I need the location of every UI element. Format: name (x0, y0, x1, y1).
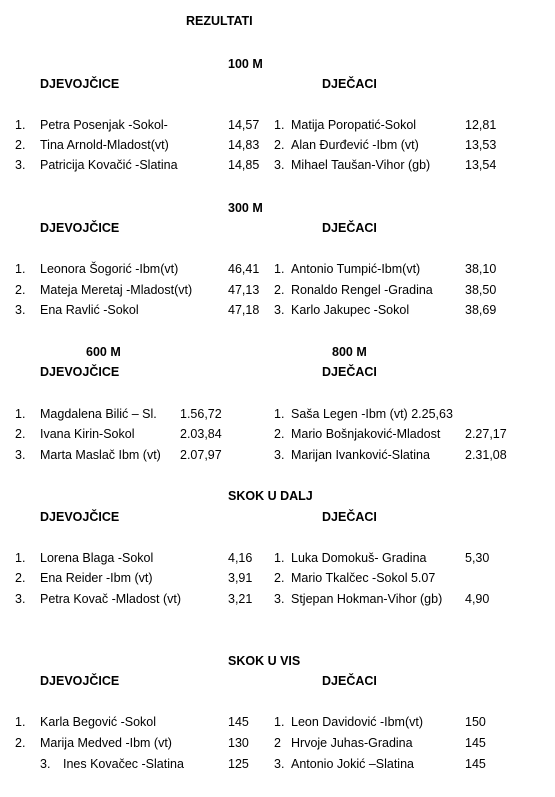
athlete-name: Lorena Blaga -Sokol (40, 551, 154, 565)
result: 2.27,17 (465, 427, 507, 441)
athlete-name: Mario Tkalčec -Sokol 5.07 (291, 571, 436, 585)
result: 13,54 (465, 158, 497, 172)
rank: 3. (274, 303, 285, 317)
rank: 1. (274, 551, 285, 565)
athlete-name: Alan Đurđević -Ibm (vt) (291, 138, 419, 152)
result: 2.31,08 (465, 448, 507, 462)
rank: 3. (274, 592, 285, 606)
athlete-name: Magdalena Bilić – Sl. (40, 407, 157, 421)
section-heading: SKOK U DALJ (228, 489, 313, 503)
rank: 3. (274, 757, 285, 771)
rank: 1. (15, 551, 26, 565)
boys-label: DJEČACI (322, 77, 377, 91)
girls-label: DJEVOJČICE (40, 365, 120, 379)
result: 130 (228, 736, 249, 750)
rank: 3. (15, 592, 26, 606)
rank: 2. (15, 571, 26, 585)
result: 3,21 (228, 592, 253, 606)
athlete-name: Mihael Taušan-Vihor (gb) (291, 158, 431, 172)
athlete-name: Matija Poropatić-Sokol (291, 118, 417, 132)
result: 46,41 (228, 262, 260, 276)
result: 145 (465, 736, 486, 750)
rank: 3. (40, 757, 51, 771)
result: 150 (465, 715, 486, 729)
athlete-name: Petra Kovač -Mladost (vt) (40, 592, 182, 606)
rank: 3. (274, 448, 285, 462)
rank: 2 (274, 736, 281, 750)
section-heading-600m: 600 M (86, 345, 121, 359)
result: 4,90 (465, 592, 490, 606)
rank: 2. (15, 138, 26, 152)
result: 14,83 (228, 138, 260, 152)
rank: 1. (15, 262, 26, 276)
athlete-name: Saša Legen -Ibm (vt) 2.25,63 (291, 407, 453, 421)
result: 125 (228, 757, 249, 771)
rank: 1. (274, 262, 285, 276)
rank: 2. (274, 571, 285, 585)
rank: 2. (15, 283, 26, 297)
rank: 2. (274, 283, 285, 297)
rank: 1. (274, 715, 285, 729)
result: 2.07,97 (180, 448, 222, 462)
boys-label: DJEČACI (322, 365, 377, 379)
section-heading: SKOK U VIS (228, 654, 301, 668)
result: 38,69 (465, 303, 497, 317)
rank: 3. (15, 448, 26, 462)
result: 2.03,84 (180, 427, 222, 441)
athlete-name: Ronaldo Rengel -Gradina (291, 283, 433, 297)
result: 13,53 (465, 138, 497, 152)
girls-label: DJEVOJČICE (40, 510, 120, 524)
athlete-name: Mateja Meretaj -Mladost(vt) (40, 283, 193, 297)
athlete-name: Luka Domokuš- Gradina (291, 551, 427, 565)
athlete-name: Karlo Jakupec -Sokol (291, 303, 410, 317)
athlete-name: Marija Medved -Ibm (vt) (40, 736, 172, 750)
athlete-name: Ena Ravlić -Sokol (40, 303, 139, 317)
result: 14,57 (228, 118, 260, 132)
athlete-name: Karla Begović -Sokol (40, 715, 157, 729)
athlete-name: Hrvoje Juhas-Gradina (291, 736, 413, 750)
athlete-name: Tina Arnold-Mladost(vt) (40, 138, 169, 152)
result: 145 (465, 757, 486, 771)
section-heading: 300 M (228, 201, 263, 215)
result: 14,85 (228, 158, 260, 172)
section-heading: 100 M (228, 57, 263, 71)
athlete-name: Marta Maslač Ibm (vt) (40, 448, 161, 462)
girls-label: DJEVOJČICE (40, 221, 120, 235)
rank: 3. (15, 303, 26, 317)
athlete-name: Leonora Šogorić -Ibm(vt) (40, 262, 179, 276)
result: 38,50 (465, 283, 497, 297)
section-heading-800m: 800 M (332, 345, 367, 359)
athlete-name: Mario Bošnjaković-Mladost (291, 427, 441, 441)
athlete-name: Antonio Jokić –Slatina (291, 757, 414, 771)
girls-label: DJEVOJČICE (40, 77, 120, 91)
result: 3,91 (228, 571, 253, 585)
athlete-name: Petra Posenjak -Sokol- (40, 118, 168, 132)
result: 38,10 (465, 262, 497, 276)
rank: 1. (15, 118, 26, 132)
rank: 1. (15, 715, 26, 729)
rank: 2. (274, 427, 285, 441)
athlete-name: Patricija Kovačić -Slatina (40, 158, 178, 172)
rank: 1. (274, 407, 285, 421)
rank: 3. (15, 158, 26, 172)
athlete-name: Stjepan Hokman-Vihor (gb) (291, 592, 443, 606)
rank: 2. (15, 736, 26, 750)
boys-label: DJEČACI (322, 510, 377, 524)
girls-label: DJEVOJČICE (40, 674, 120, 688)
result: 47,13 (228, 283, 260, 297)
result: 5,30 (465, 551, 490, 565)
result: 1.56,72 (180, 407, 222, 421)
athlete-name: Ines Kovačec -Slatina (63, 757, 184, 771)
athlete-name: Antonio Tumpić-Ibm(vt) (291, 262, 421, 276)
rank: 1. (15, 407, 26, 421)
result: 145 (228, 715, 249, 729)
rank: 2. (274, 138, 285, 152)
boys-label: DJEČACI (322, 674, 377, 688)
athlete-name: Ivana Kirin-Sokol (40, 427, 135, 441)
athlete-name: Ena Reider -Ibm (vt) (40, 571, 153, 585)
result: 12,81 (465, 118, 497, 132)
rank: 3. (274, 158, 285, 172)
result: 47,18 (228, 303, 260, 317)
athlete-name: Leon Davidović -Ibm(vt) (291, 715, 423, 729)
page-title: REZULTATI (186, 14, 253, 28)
boys-label: DJEČACI (322, 221, 377, 235)
athlete-name: Marijan Ivanković-Slatina (291, 448, 430, 462)
rank: 2. (15, 427, 26, 441)
result: 4,16 (228, 551, 253, 565)
rank: 1. (274, 118, 285, 132)
